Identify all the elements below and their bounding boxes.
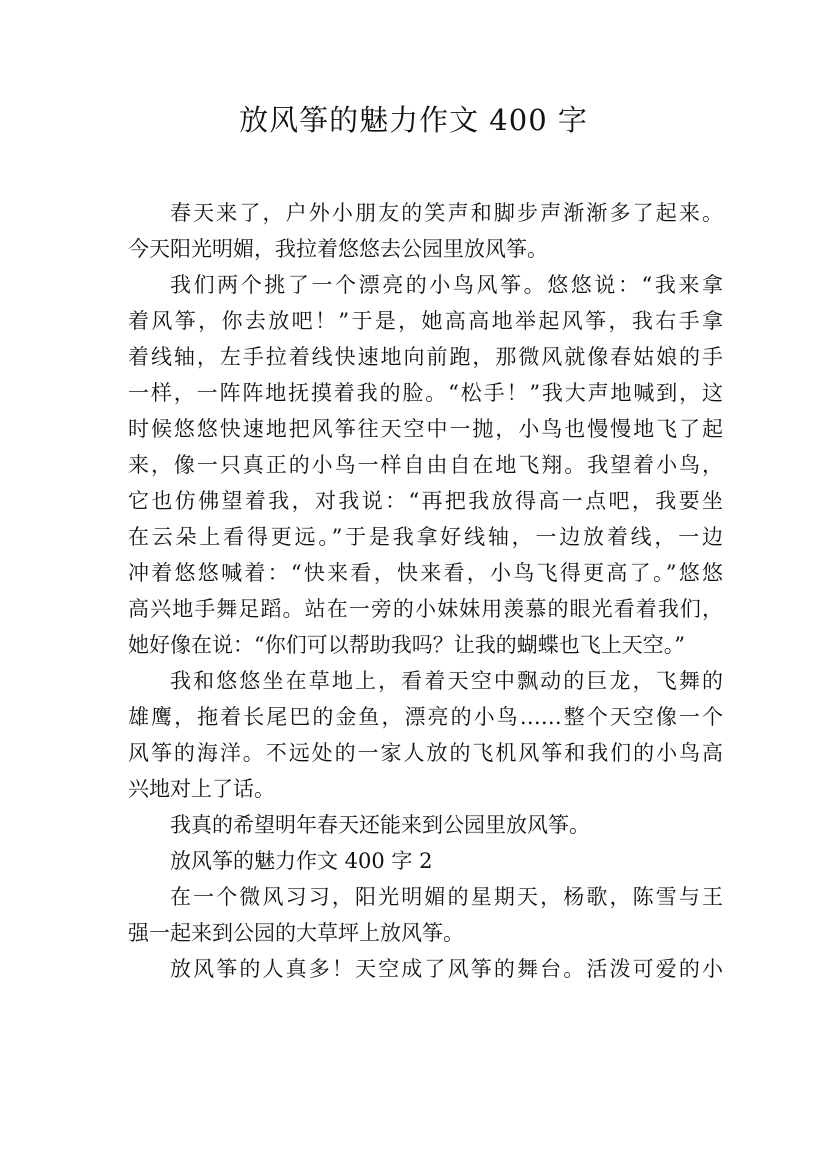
paragraph-line: 风筝的海洋。不远处的一家人放的飞机风筝和我们的小鸟高 bbox=[128, 741, 723, 765]
paragraph-line: 我们两个挑了一个漂亮的小鸟风筝。悠悠说：“我来拿 bbox=[170, 273, 723, 297]
paragraph-line: 它也仿佛望着我，对我说：“再把我放得高一点吧，我要坐 bbox=[128, 489, 723, 513]
paragraph-line: 来，像一只真正的小鸟一样自由自在地飞翔。我望着小鸟， bbox=[128, 453, 723, 477]
paragraph-line: 在云朵上看得更远。”于是我拿好线轴，一边放着线，一边 bbox=[128, 525, 723, 549]
paragraph-line: 放风筝的人真多！天空成了风筝的舞台。活泼可爱的小 bbox=[170, 957, 723, 981]
paragraph-line: 高兴地手舞足蹈。站在一旁的小妹妹用羡慕的眼光看着我们， bbox=[128, 597, 723, 621]
paragraph-line: 冲着悠悠喊着：“快来看，快来看，小鸟飞得更高了。”悠悠 bbox=[128, 561, 723, 585]
paragraph-line: 着风筝，你去放吧！”于是，她高高地举起风筝，我右手拿 bbox=[128, 309, 723, 333]
paragraph-line: 她好像在说：“你们可以帮助我吗？让我的蝴蝶也飞上天空。” bbox=[128, 633, 685, 657]
paragraph-line: 着线轴，左手拉着线快速地向前跑，那微风就像春姑娘的手 bbox=[128, 345, 723, 369]
paragraph-line: 兴地对上了话。 bbox=[128, 777, 275, 801]
section-heading: 放风筝的魅力作文 400 字 2 bbox=[170, 849, 433, 873]
paragraph-line: 我和悠悠坐在草地上，看着天空中飘动的巨龙，飞舞的 bbox=[170, 669, 723, 693]
paragraph-line: 强一起来到公园的大草坪上放风筝。 bbox=[128, 921, 464, 945]
paragraph-line: 我真的希望明年春天还能来到公园里放风筝。 bbox=[170, 813, 590, 837]
document-body bbox=[128, 195, 723, 987]
paragraph-line: 时候悠悠快速地把风筝往天空中一抛，小鸟也慢慢地飞了起 bbox=[128, 417, 723, 441]
paragraph-line: 雄鹰，拖着长尾巴的金鱼，漂亮的小鸟……整个天空像一个 bbox=[128, 705, 723, 729]
paragraph-line: 在一个微风习习，阳光明媚的星期天，杨歌，陈雪与王 bbox=[170, 885, 723, 909]
document-title: 放风筝的魅力作文 400 字 bbox=[239, 103, 588, 137]
paragraph-line: 春天来了，户外小朋友的笑声和脚步声渐渐多了起来。 bbox=[170, 201, 723, 225]
paragraph-line: 一样，一阵阵地抚摸着我的脸。“松手！”我大声地喊到，这 bbox=[128, 381, 723, 405]
paragraph-line: 今天阳光明媚，我拉着悠悠去公园里放风筝。 bbox=[128, 237, 548, 261]
